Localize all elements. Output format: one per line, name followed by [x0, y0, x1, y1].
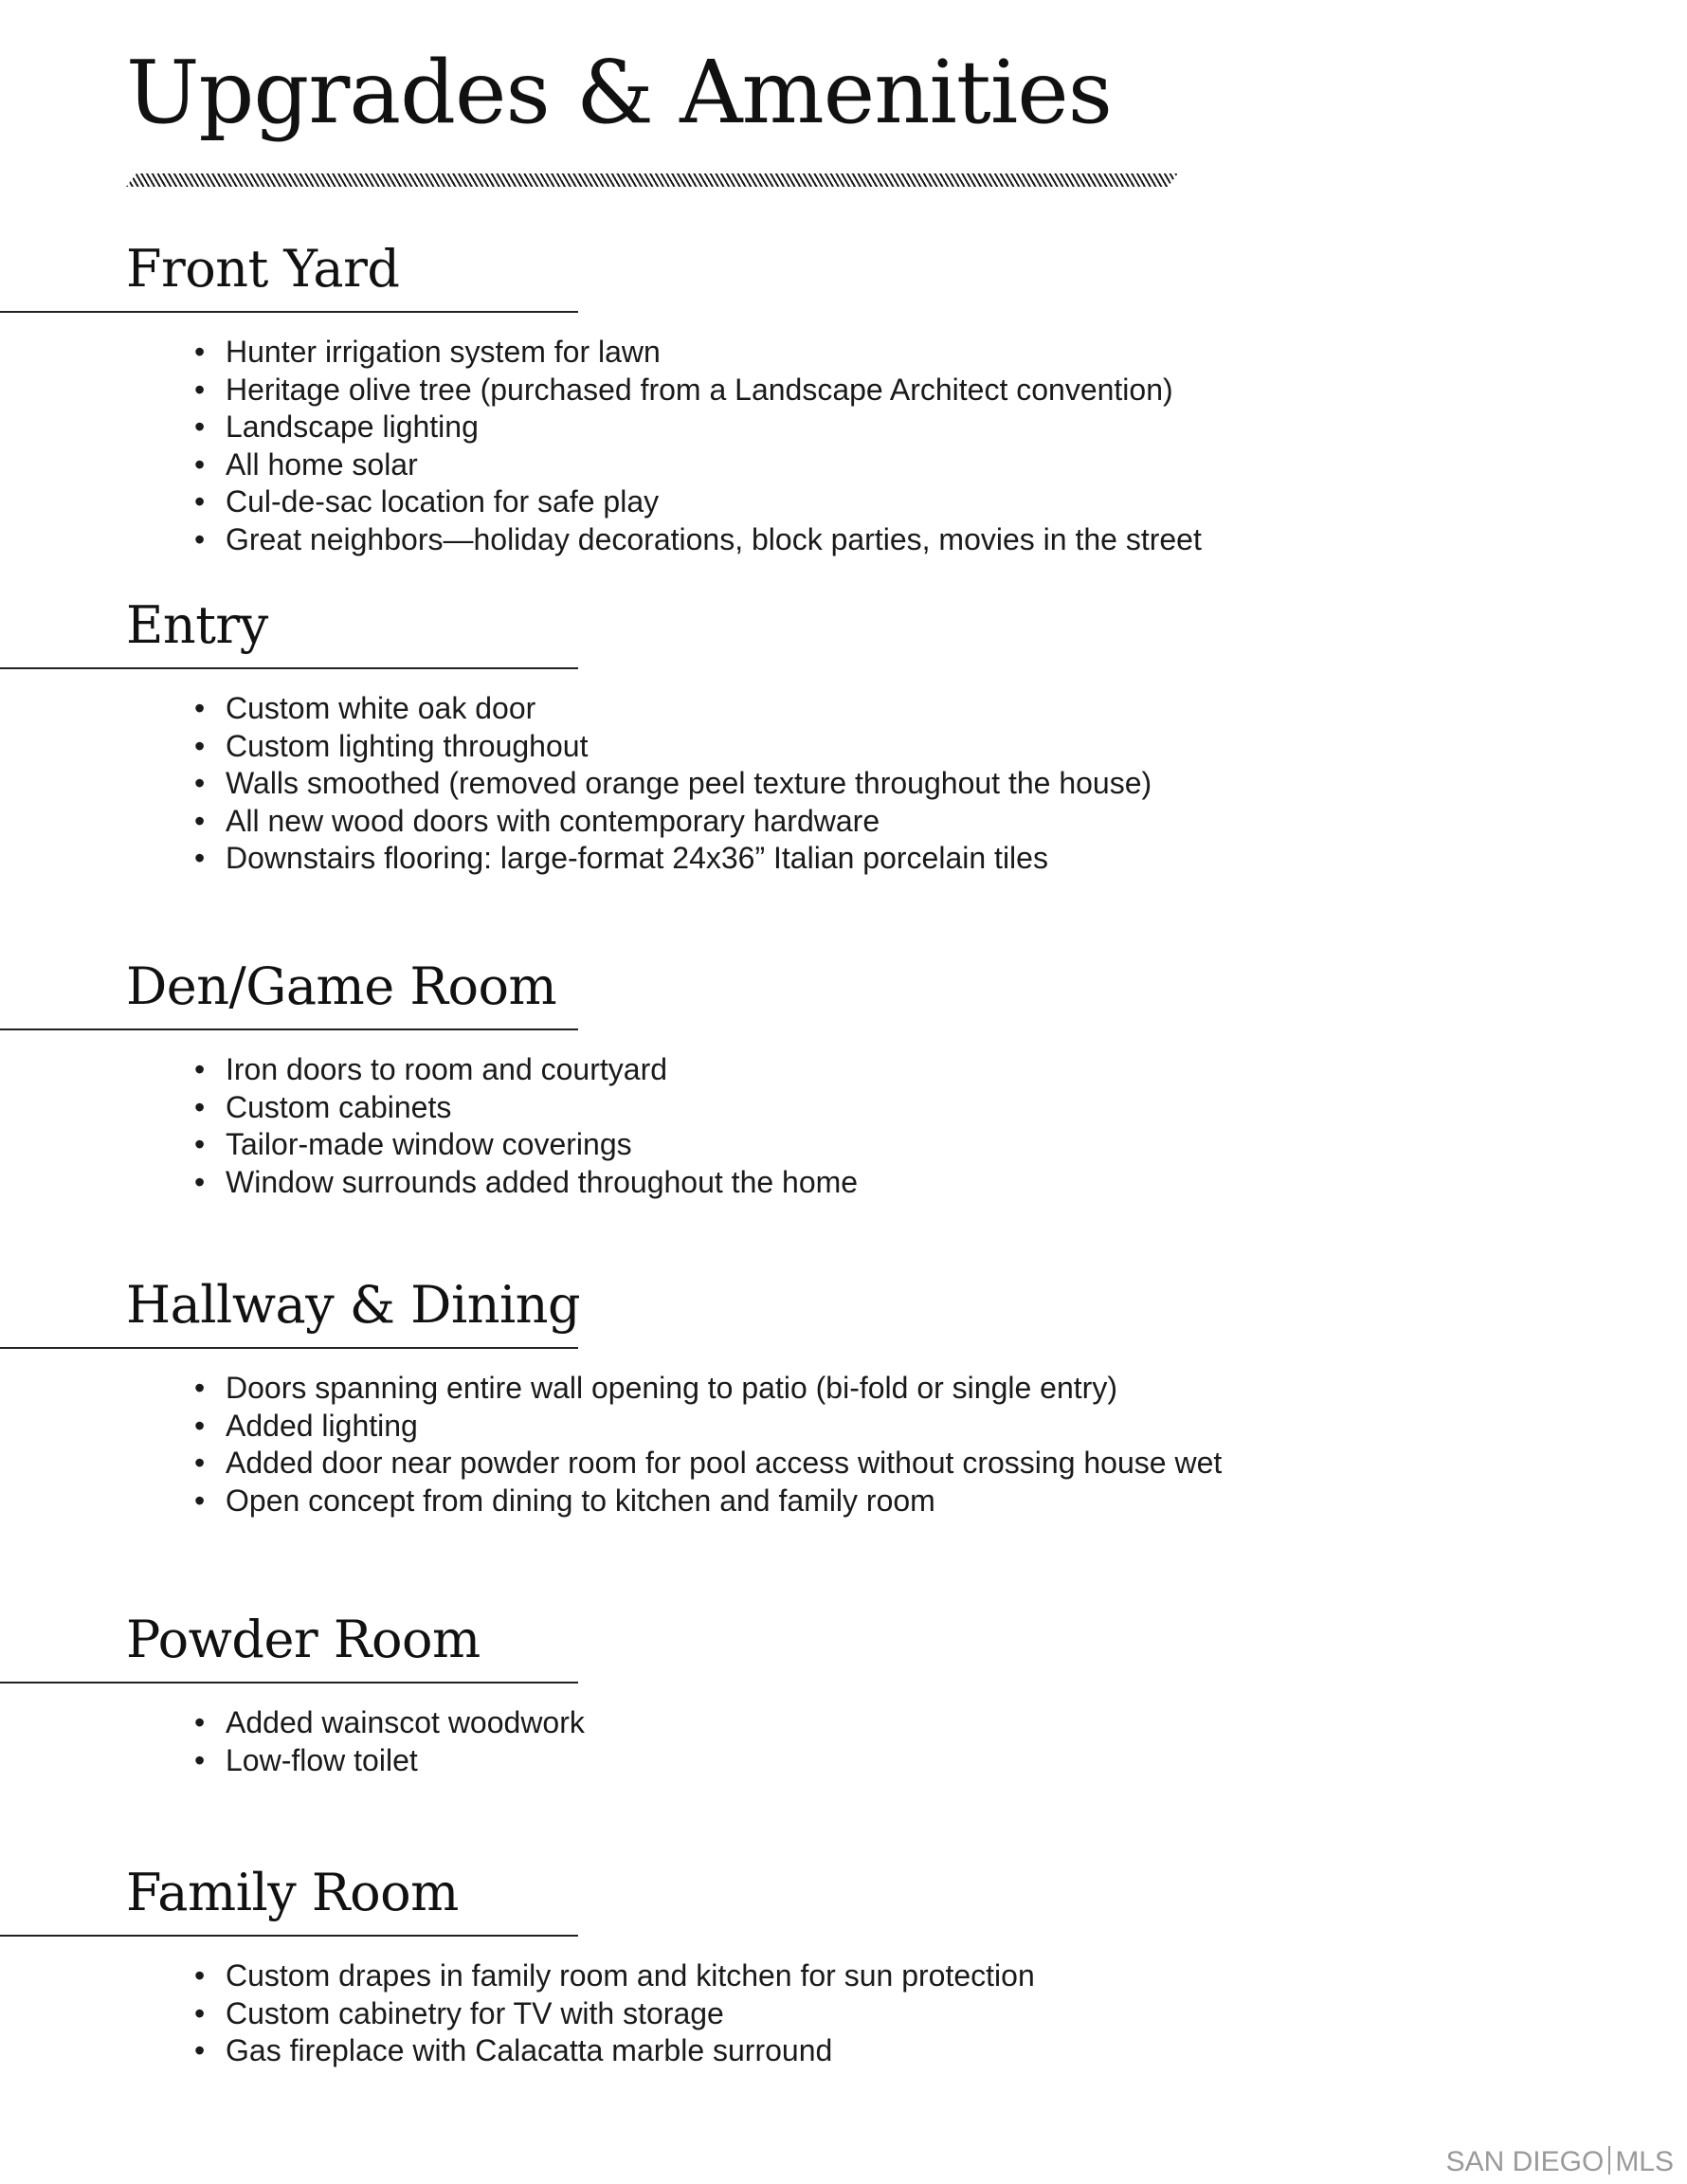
list-item: • Downstairs flooring: large-format 24x36” Italian porcelain tiles	[194, 840, 1687, 878]
logo-text-left: SAN DIEGO	[1445, 2146, 1605, 2177]
list-item: • Tailor-made window coverings	[194, 1126, 1687, 1164]
list-item: • All new wood doors with contemporary hardware	[194, 803, 1687, 841]
list-item: • Window surrounds added throughout the home	[194, 1164, 1687, 1202]
list-item: • All home solar	[194, 446, 1687, 484]
san-diego-mls-logo	[1446, 2146, 1674, 2178]
list-item: • Custom cabinetry for TV with storage	[194, 1995, 1687, 2033]
section-heading: Den/Game Room	[126, 956, 557, 1016]
amenity-list	[0, 1704, 1687, 1779]
page-title: Upgrades & Amenities	[126, 42, 1112, 143]
amenity-list	[0, 690, 1687, 878]
list-item: • Custom white oak door	[194, 690, 1687, 728]
section-entry	[0, 595, 1687, 878]
list-item: • Custom lighting throughout	[194, 728, 1687, 766]
list-item: • Heritage olive tree (purchased from a Landscape Architect convention)	[194, 372, 1687, 410]
logo-separator	[1608, 2146, 1610, 2175]
section-front-yard	[0, 239, 1687, 558]
list-item: • Walls smoothed (removed orange peel texture throughout the house)	[194, 765, 1687, 803]
amenity-list	[0, 334, 1687, 558]
amenity-list	[0, 1957, 1687, 2070]
logo-text-right: MLS	[1615, 2146, 1674, 2177]
list-item: • Added wainscot woodwork	[194, 1704, 1687, 1742]
list-item: • Doors spanning entire wall opening to patio (bi-fold or single entry)	[194, 1370, 1687, 1408]
list-item: • Hunter irrigation system for lawn	[194, 334, 1687, 372]
section-divider	[0, 1935, 578, 1937]
section-heading: Entry	[126, 595, 268, 655]
list-item: • Landscape lighting	[194, 409, 1687, 446]
title-hatched-divider	[126, 173, 1178, 187]
list-item: • Custom drapes in family room and kitchen for sun protection	[194, 1957, 1687, 1995]
list-item: • Gas fireplace with Calacatta marble surround	[194, 2032, 1687, 2070]
list-item: • Open concept from dining to kitchen and family room	[194, 1483, 1687, 1520]
section-divider	[0, 1347, 578, 1349]
section-divider	[0, 1682, 578, 1684]
list-item: • Great neighbors—holiday decorations, block parties, movies in the street	[194, 521, 1687, 559]
list-item: • Added door near powder room for pool access without crossing house wet	[194, 1445, 1687, 1483]
section-den-game-room	[0, 956, 1687, 1201]
section-divider	[0, 1028, 578, 1030]
section-family-room	[0, 1863, 1687, 2070]
list-item: • Custom cabinets	[194, 1089, 1687, 1127]
list-item: • Low-flow toilet	[194, 1742, 1687, 1780]
section-heading: Family Room	[126, 1863, 459, 1922]
amenity-list	[0, 1051, 1687, 1201]
amenity-list	[0, 1370, 1687, 1520]
section-hallway-dining	[0, 1275, 1687, 1520]
list-item: • Cul-de-sac location for safe play	[194, 483, 1687, 521]
section-divider	[0, 311, 578, 313]
section-heading: Powder Room	[126, 1610, 481, 1669]
section-powder-room	[0, 1610, 1687, 1779]
list-item: • Added lighting	[194, 1408, 1687, 1446]
section-heading: Front Yard	[126, 239, 400, 299]
section-heading: Hallway & Dining	[126, 1275, 581, 1335]
list-item: • Iron doors to room and courtyard	[194, 1051, 1687, 1089]
section-divider	[0, 667, 578, 669]
